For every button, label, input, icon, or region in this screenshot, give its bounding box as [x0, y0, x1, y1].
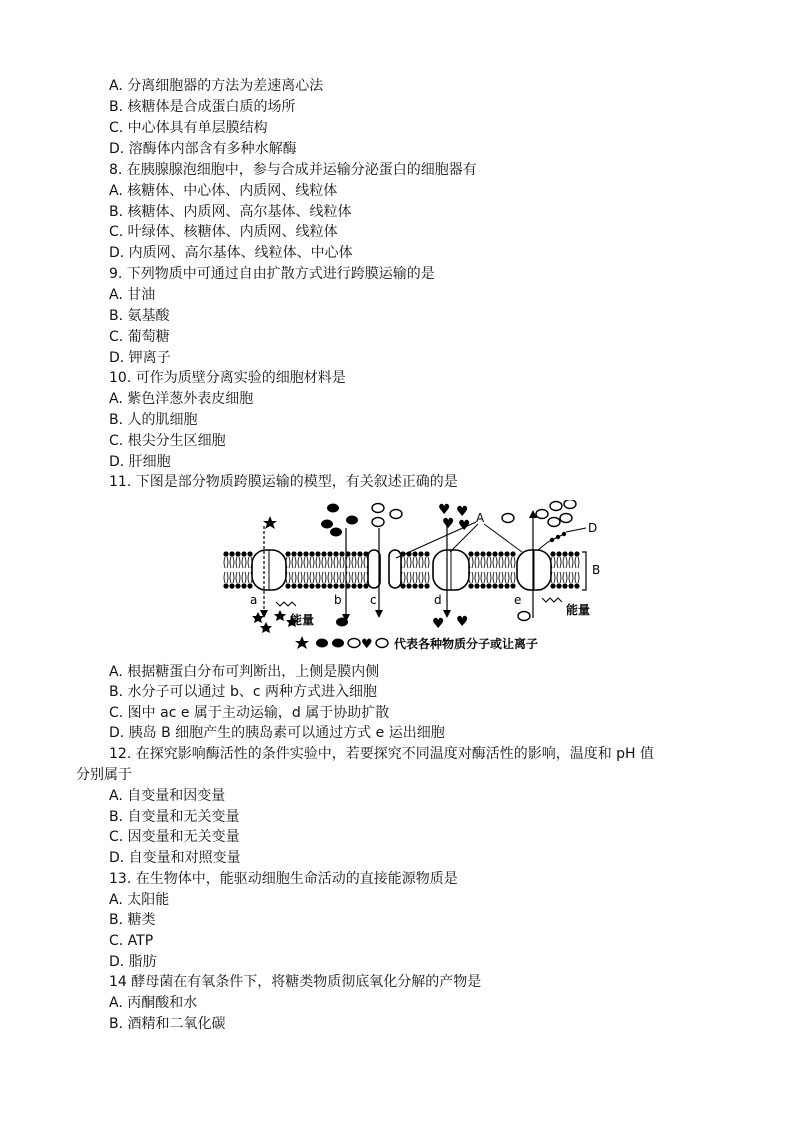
question-stem: 12. 在探究影响酶活性的条件实验中，若要探究不同温度对酶活性的影响，温度和 pH 值 — [109, 746, 655, 762]
phospholipid-head — [235, 583, 240, 588]
phospholipid-head — [406, 583, 411, 588]
phospholipid-tail — [475, 572, 479, 583]
answer-option: B. 核糖体是合成蛋白质的场所 — [109, 99, 296, 115]
membrane-transport-figure — [218, 500, 610, 656]
phospholipid-head — [562, 583, 567, 588]
phospholipid-head — [351, 551, 356, 556]
phospholipid-tail — [292, 557, 296, 568]
answer-option: B. 氨基酸 — [109, 308, 170, 324]
phospholipid-head — [574, 583, 579, 588]
phospholipid-head — [556, 583, 561, 588]
phospholipid-head — [562, 551, 567, 556]
phospholipid-head — [550, 583, 555, 588]
answer-option: B. 糖类 — [109, 912, 156, 928]
phospholipid-head — [309, 583, 314, 588]
phospholipid-tail — [569, 557, 573, 568]
phospholipid-head — [480, 583, 485, 588]
answer-option: A. 根据糖蛋白分布可判断出，上侧是膜内侧 — [109, 664, 380, 680]
phospholipid-head — [418, 551, 423, 556]
answer-option: D. 内质网、高尔基体、线粒体、中心体 — [109, 245, 353, 261]
energy-squiggle-left — [276, 602, 296, 606]
phospholipid-head — [486, 583, 491, 588]
white-oval-molecule — [518, 612, 530, 621]
phospholipid-head — [339, 583, 344, 588]
black-oval-molecule — [321, 520, 333, 529]
phospholipid-head — [510, 583, 515, 588]
white-oval-molecule — [560, 514, 572, 523]
star-molecule — [274, 610, 286, 621]
phospholipid-tail — [481, 572, 485, 583]
channel-protein-c-right — [389, 550, 401, 588]
phospholipid-tail — [310, 557, 314, 568]
legend-white-oval — [348, 639, 360, 648]
white-oval-molecule — [536, 510, 548, 519]
arrowhead-c — [375, 610, 383, 618]
phospholipid-head — [498, 551, 503, 556]
phospholipid-head — [351, 583, 356, 588]
question-stem: 14 酵母菌在有氧条件下，将糖类物质彻底氧化分解的产物是 — [109, 974, 482, 990]
phospholipid-head — [309, 551, 314, 556]
phospholipid-tail — [352, 557, 356, 568]
phospholipid-head — [412, 583, 417, 588]
answer-option: B. 核糖体、内质网、高尔基体、线粒体 — [109, 204, 352, 220]
phospholipid-tail — [475, 557, 479, 568]
phospholipid-head — [297, 551, 302, 556]
phospholipid-tail — [242, 572, 246, 583]
label-d: d — [434, 593, 442, 607]
phospholipid-tail — [557, 557, 561, 568]
energy-label-right: 能量 — [566, 603, 591, 617]
phospholipid-tail — [224, 557, 228, 568]
phospholipid-tail — [230, 557, 234, 568]
phospholipid-head — [504, 583, 509, 588]
phospholipid-tail — [224, 572, 228, 583]
phospholipid-tail — [316, 572, 320, 583]
answer-option: A. 丙酮酸和水 — [109, 995, 198, 1011]
phospholipid-head — [550, 551, 555, 556]
phospholipid-tail — [575, 557, 579, 568]
answer-option: C. 叶绿体、核糖体、内质网、线粒体 — [109, 224, 338, 240]
phospholipid-head — [424, 583, 429, 588]
phospholipid-tail — [505, 557, 509, 568]
phospholipid-head — [303, 551, 308, 556]
heart-molecule: ♥ — [456, 504, 469, 520]
answer-option: A. 核糖体、中心体、内质网、线粒体 — [109, 183, 338, 199]
phospholipid-tail — [569, 572, 573, 583]
label-B: B — [592, 563, 601, 577]
phospholipid-head — [229, 551, 234, 556]
sugar-dot — [550, 538, 554, 542]
phospholipid-tail — [413, 557, 417, 568]
phospholipid-tail — [242, 557, 246, 568]
phospholipid-tail — [340, 572, 344, 583]
heart-molecule: ♥ — [442, 516, 455, 532]
heart-molecule: ♥ — [438, 502, 451, 518]
answer-option: A. 甘油 — [109, 287, 156, 303]
label-b: b — [334, 593, 342, 607]
legend-star — [295, 636, 309, 649]
phospholipid-tail — [413, 572, 417, 583]
black-oval-molecule — [327, 504, 339, 513]
phospholipid-tail — [499, 557, 503, 568]
answer-option: C. 葡萄糖 — [109, 329, 170, 345]
phospholipid-head — [229, 583, 234, 588]
phospholipid-tail — [236, 572, 240, 583]
answer-option: B. 自变量和无关变量 — [109, 809, 240, 825]
phospholipid-tail — [493, 572, 497, 583]
phospholipid-tail — [292, 572, 296, 583]
phospholipid-head — [357, 551, 362, 556]
answer-option: D. 胰岛 B 细胞产生的胰岛素可以通过方式 e 运出细胞 — [109, 725, 445, 741]
phospholipid-tail — [340, 557, 344, 568]
phospholipid-head — [504, 551, 509, 556]
phospholipid-head — [480, 551, 485, 556]
phospholipid-tail — [407, 557, 411, 568]
phospholipid-tail — [511, 557, 515, 568]
heart-molecule: ♥ — [456, 614, 469, 630]
phospholipid-head — [315, 551, 320, 556]
phospholipid-tail — [328, 572, 332, 583]
answer-option: D. 钾离子 — [109, 350, 171, 366]
phospholipid-tail — [563, 557, 567, 568]
phospholipid-head — [327, 551, 332, 556]
legend-black-oval — [316, 639, 328, 648]
answer-option: C. 根尖分生区细胞 — [109, 433, 226, 449]
answer-option: D. 肝细胞 — [109, 454, 171, 470]
phospholipid-tail — [419, 572, 423, 583]
phospholipid-tail — [493, 557, 497, 568]
phospholipid-tail — [310, 572, 314, 583]
phospholipid-tail — [304, 572, 308, 583]
phospholipid-tail — [316, 557, 320, 568]
phospholipid-head — [333, 583, 338, 588]
phospholipid-tail — [557, 572, 561, 583]
phospholipid-tail — [563, 572, 567, 583]
legend-white-oval — [376, 639, 388, 648]
star-molecule — [260, 622, 272, 633]
phospholipid-head — [327, 583, 332, 588]
legend-heart: ♥ — [361, 637, 373, 652]
phospholipid-head — [568, 551, 573, 556]
phospholipid-tail — [334, 557, 338, 568]
phospholipid-tail — [328, 557, 332, 568]
answer-option: C. 中心体具有单层膜结构 — [109, 120, 268, 136]
answer-option: B. 人的肌细胞 — [109, 412, 198, 428]
phospholipid-tail — [322, 557, 326, 568]
sugar-dot — [562, 532, 566, 536]
white-oval-molecule — [548, 518, 560, 527]
phospholipid-tail — [499, 572, 503, 583]
phospholipid-head — [291, 551, 296, 556]
label-c: c — [370, 593, 377, 607]
answer-option: C. 因变量和无关变量 — [109, 829, 240, 845]
answer-option: A. 紫色洋葱外表皮细胞 — [109, 391, 254, 407]
phospholipid-head — [468, 583, 473, 588]
white-oval-molecule — [502, 514, 514, 523]
phospholipid-head — [297, 583, 302, 588]
label-a: a — [250, 593, 258, 607]
label-D-leader — [566, 528, 586, 532]
label-D: D — [588, 521, 598, 535]
answer-option: D. 溶酶体内部含有多种水解酶 — [109, 141, 297, 157]
phospholipid-tail — [407, 572, 411, 583]
phospholipid-head — [498, 583, 503, 588]
black-oval-molecule — [336, 618, 348, 627]
phospholipid-tail — [425, 557, 429, 568]
answer-option: B. 酒精和二氧化碳 — [109, 1016, 226, 1032]
phospholipid-head — [418, 583, 423, 588]
phospholipid-head — [574, 551, 579, 556]
phospholipid-head — [468, 551, 473, 556]
phospholipid-head — [333, 551, 338, 556]
question-stem: 11. 下图是部分物质跨膜运输的模型，有关叙述正确的是 — [109, 474, 458, 490]
phospholipid-tail — [298, 557, 302, 568]
bilayer-bracket — [582, 552, 586, 590]
star-molecule — [263, 516, 277, 529]
phospholipid-head — [321, 551, 326, 556]
question-stem: 8. 在胰腺腺泡细胞中，参与合成并运输分泌蛋白的细胞器有 — [109, 162, 477, 178]
answer-option: C. 图中 ac e 属于主动运输，d 属于协助扩散 — [109, 705, 390, 721]
phospholipid-head — [291, 583, 296, 588]
energy-squiggle-right — [542, 598, 562, 602]
phospholipid-tail — [425, 572, 429, 583]
heart-molecule: ♥ — [458, 518, 471, 534]
phospholipid-tail — [511, 572, 515, 583]
phospholipid-head — [241, 551, 246, 556]
phospholipid-head — [241, 583, 246, 588]
phospholipid-tail — [487, 572, 491, 583]
phospholipid-head — [492, 551, 497, 556]
white-oval-molecule — [564, 500, 576, 509]
question-continuation: 分别属于 — [76, 767, 132, 783]
legend-black-oval — [332, 639, 344, 648]
phospholipid-head — [223, 583, 228, 588]
black-oval-molecule — [346, 516, 358, 525]
phospholipid-tail — [481, 557, 485, 568]
phospholipid-head — [223, 551, 228, 556]
membrane-diagram — [218, 500, 610, 656]
phospholipid-head — [235, 551, 240, 556]
phospholipid-head — [339, 551, 344, 556]
phospholipid-head — [492, 583, 497, 588]
phospholipid-tail — [419, 557, 423, 568]
energy-label-left: 能量 — [290, 613, 315, 627]
phospholipid-tail — [358, 557, 362, 568]
phospholipid-tail — [322, 572, 326, 583]
answer-option: D. 脂肪 — [109, 954, 157, 970]
answer-option: C. ATP — [109, 933, 154, 949]
phospholipid-head — [474, 583, 479, 588]
phospholipid-tail — [236, 557, 240, 568]
phospholipid-head — [510, 551, 515, 556]
phospholipid-head — [285, 551, 290, 556]
phospholipid-tail — [304, 557, 308, 568]
label-A: A — [476, 511, 485, 525]
white-oval-molecule — [372, 504, 384, 513]
sugar-dot — [556, 535, 560, 539]
phospholipid-tail — [505, 572, 509, 583]
channel-protein-c-left — [368, 550, 380, 588]
answer-option: A. 太阳能 — [109, 892, 170, 908]
phospholipid-head — [247, 551, 252, 556]
answer-option: A. 自变量和因变量 — [109, 788, 226, 804]
phospholipid-tail — [352, 572, 356, 583]
question-stem: 10. 可作为质壁分离实验的细胞材料是 — [109, 370, 346, 386]
phospholipid-head — [424, 551, 429, 556]
phospholipid-tail — [230, 572, 234, 583]
phospholipid-head — [321, 583, 326, 588]
phospholipid-head — [556, 551, 561, 556]
question-stem: 13. 在生物体中，能驱动细胞生命活动的直接能源物质是 — [109, 871, 458, 887]
phospholipid-tail — [298, 572, 302, 583]
question-stem: 9. 下列物质中可通过自由扩散方式进行跨膜运输的是 — [109, 266, 435, 282]
label-A-leader — [484, 524, 522, 552]
phospholipid-head — [357, 583, 362, 588]
answer-option: D. 自变量和对照变量 — [109, 850, 241, 866]
phospholipid-tail — [575, 572, 579, 583]
phospholipid-tail — [487, 557, 491, 568]
phospholipid-head — [285, 583, 290, 588]
phospholipid-tail — [334, 572, 338, 583]
legend-text: 代表各种物质分子或让离子 — [394, 637, 539, 651]
white-oval-molecule — [390, 510, 402, 519]
phospholipid-head — [474, 551, 479, 556]
answer-option: B. 水分子可以通过 b、c 两种方式进入细胞 — [109, 684, 377, 700]
phospholipid-head — [412, 551, 417, 556]
white-oval-molecule — [550, 502, 562, 511]
white-oval-molecule — [372, 518, 384, 527]
phospholipid-head — [315, 583, 320, 588]
heart-molecule: ♥ — [432, 616, 445, 632]
phospholipid-head — [568, 583, 573, 588]
label-e: e — [514, 593, 522, 607]
phospholipid-head — [486, 551, 491, 556]
phospholipid-head — [247, 583, 252, 588]
phospholipid-head — [303, 583, 308, 588]
phospholipid-tail — [358, 572, 362, 583]
answer-option: A. 分离细胞器的方法为差速离心法 — [109, 78, 324, 94]
black-oval-molecule — [330, 528, 342, 537]
